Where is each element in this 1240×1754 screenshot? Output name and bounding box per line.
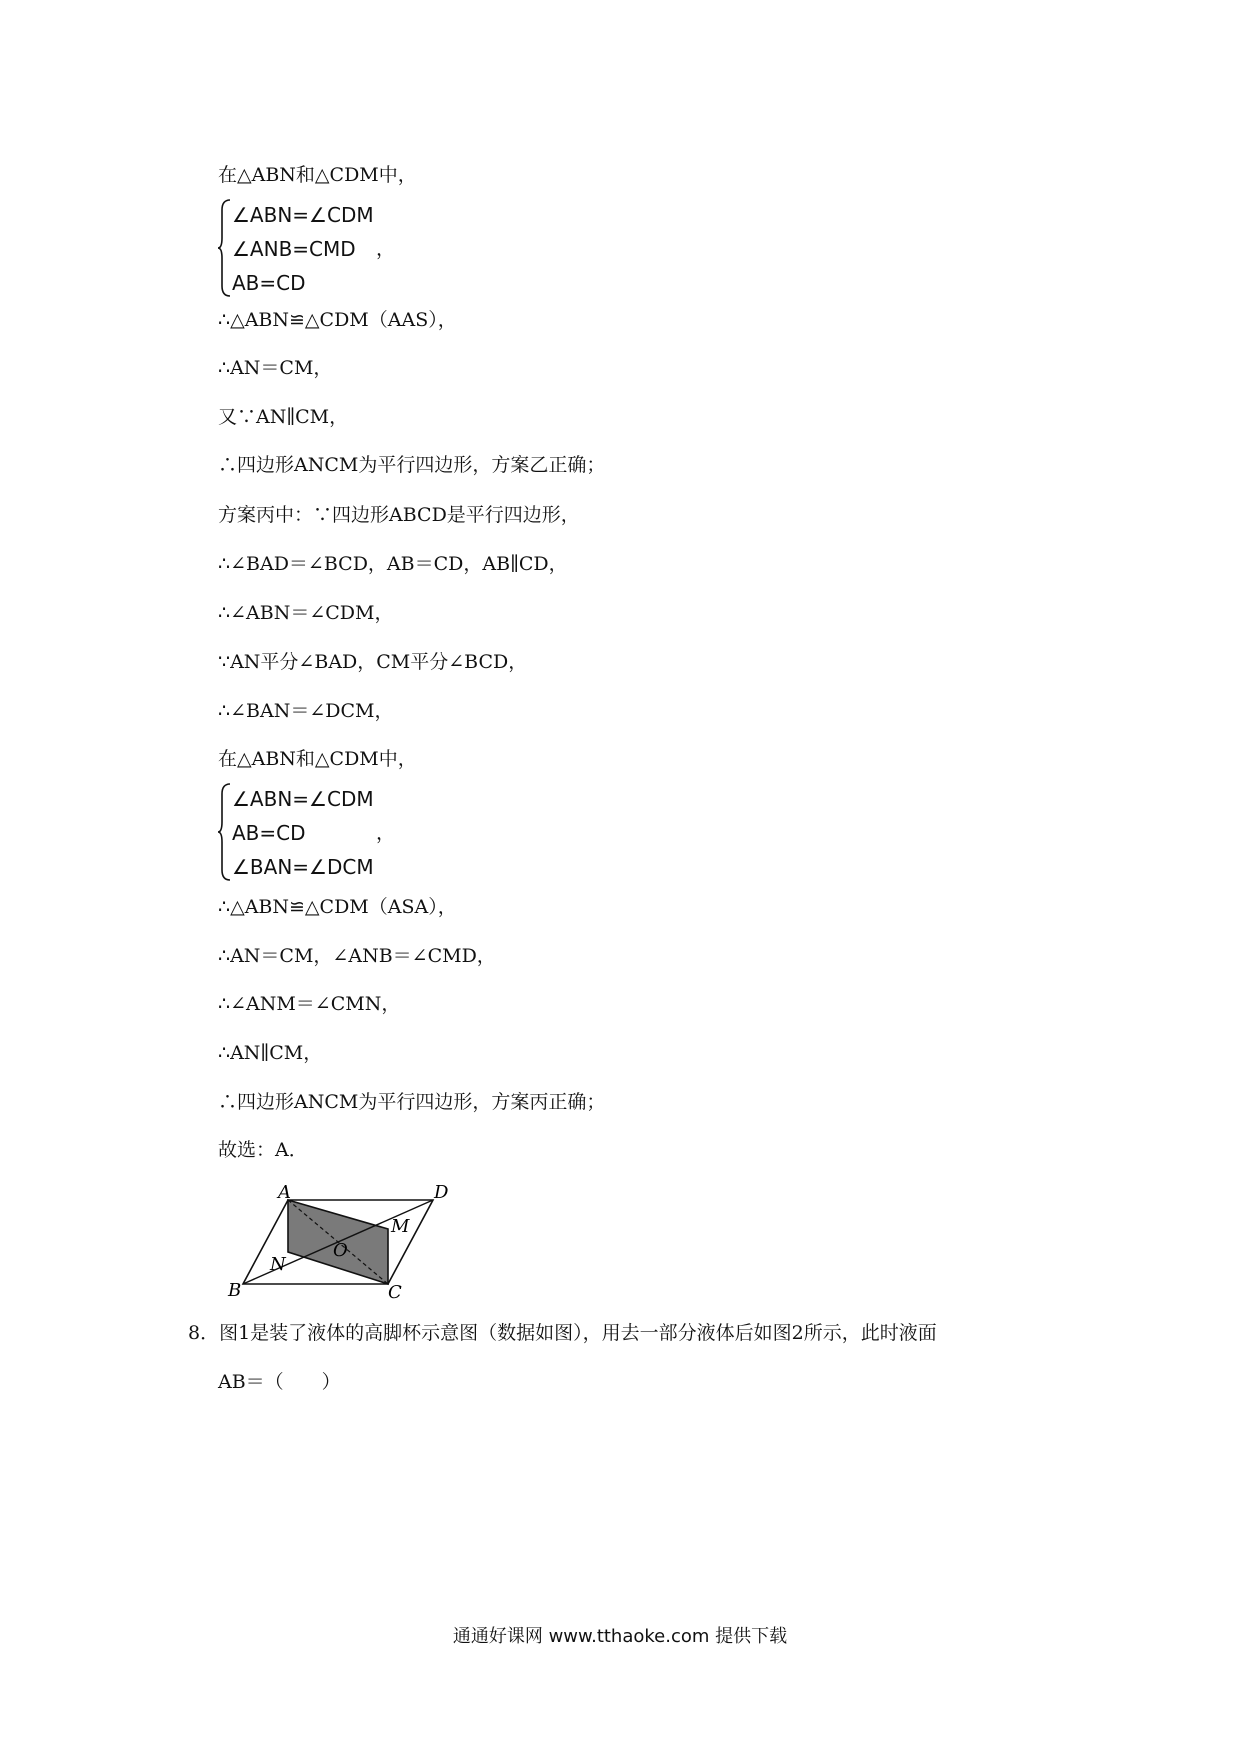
parallelogram-figure (218, 1182, 458, 1302)
system-comma: ， (376, 822, 396, 844)
text-line: ∴∠ANM＝∠CMN， (218, 993, 401, 1015)
text-line: 故选：A． (218, 1139, 308, 1161)
text-line: 在△ABN和△CDM中， (218, 748, 417, 770)
question-8-answer-blank: AB＝（ ） (218, 1371, 341, 1393)
system-line: ∠ABN=∠CDM (232, 203, 374, 227)
text-line: ∴∠BAD＝∠BCD，AB＝CD，AB∥CD， (218, 553, 568, 575)
label-a: A (278, 1182, 291, 1203)
text-line: ∴四边形ANCM为平行四边形，方案乙正确； (218, 454, 606, 476)
text-line: ∴∠BAN＝∠DCM， (218, 700, 394, 722)
text-line: ∴AN＝CM， (218, 357, 333, 379)
system-line: AB=CD (232, 821, 306, 845)
text-line: 在△ABN和△CDM中， (218, 164, 417, 186)
text-line: ∵AN平分∠BAD，CM平分∠BCD， (218, 651, 528, 673)
equation-system (218, 198, 458, 298)
system-line: ∠ABN=∠CDM (232, 787, 374, 811)
label-o: O (333, 1240, 348, 1261)
label-b: B (228, 1280, 242, 1301)
text-line: ∴∠ABN＝∠CDM， (218, 602, 394, 624)
equation-system (218, 782, 458, 882)
text-line: ∴四边形ANCM为平行四边形，方案丙正确； (218, 1091, 606, 1113)
text-line: 方案丙中：∵四边形ABCD是平行四边形， (218, 504, 580, 526)
text-line: ∴△ABN≌△CDM（ASA）， (218, 896, 457, 918)
text-line: ∴AN∥CM， (218, 1042, 323, 1064)
system-comma: ， (376, 238, 396, 260)
question-8-text: 8．图1是装了液体的高脚杯示意图（数据如图），用去一部分液体后如图2所示，此时液面 (188, 1322, 937, 1344)
text-line: ∴△ABN≌△CDM（AAS）， (218, 309, 457, 331)
text-line: 又∵AN∥CM， (218, 406, 349, 428)
text-line: ∴AN＝CM，∠ANB＝∠CMD， (218, 945, 496, 967)
label-d: D (434, 1182, 449, 1203)
system-line: ∠ANB=CMD (232, 237, 356, 261)
system-line: ∠BAN=∠DCM (232, 855, 374, 879)
footer-source: 通通好课网 www.tthaoke.com 提供下载 (452, 1626, 788, 1647)
brace-icon (218, 198, 232, 298)
system-lines (232, 198, 374, 300)
label-n: N (270, 1254, 286, 1275)
system-line: AB=CD (232, 271, 306, 295)
system-lines (232, 782, 374, 884)
label-c: C (388, 1282, 402, 1302)
label-m: M (391, 1216, 410, 1237)
brace-icon (218, 782, 232, 882)
